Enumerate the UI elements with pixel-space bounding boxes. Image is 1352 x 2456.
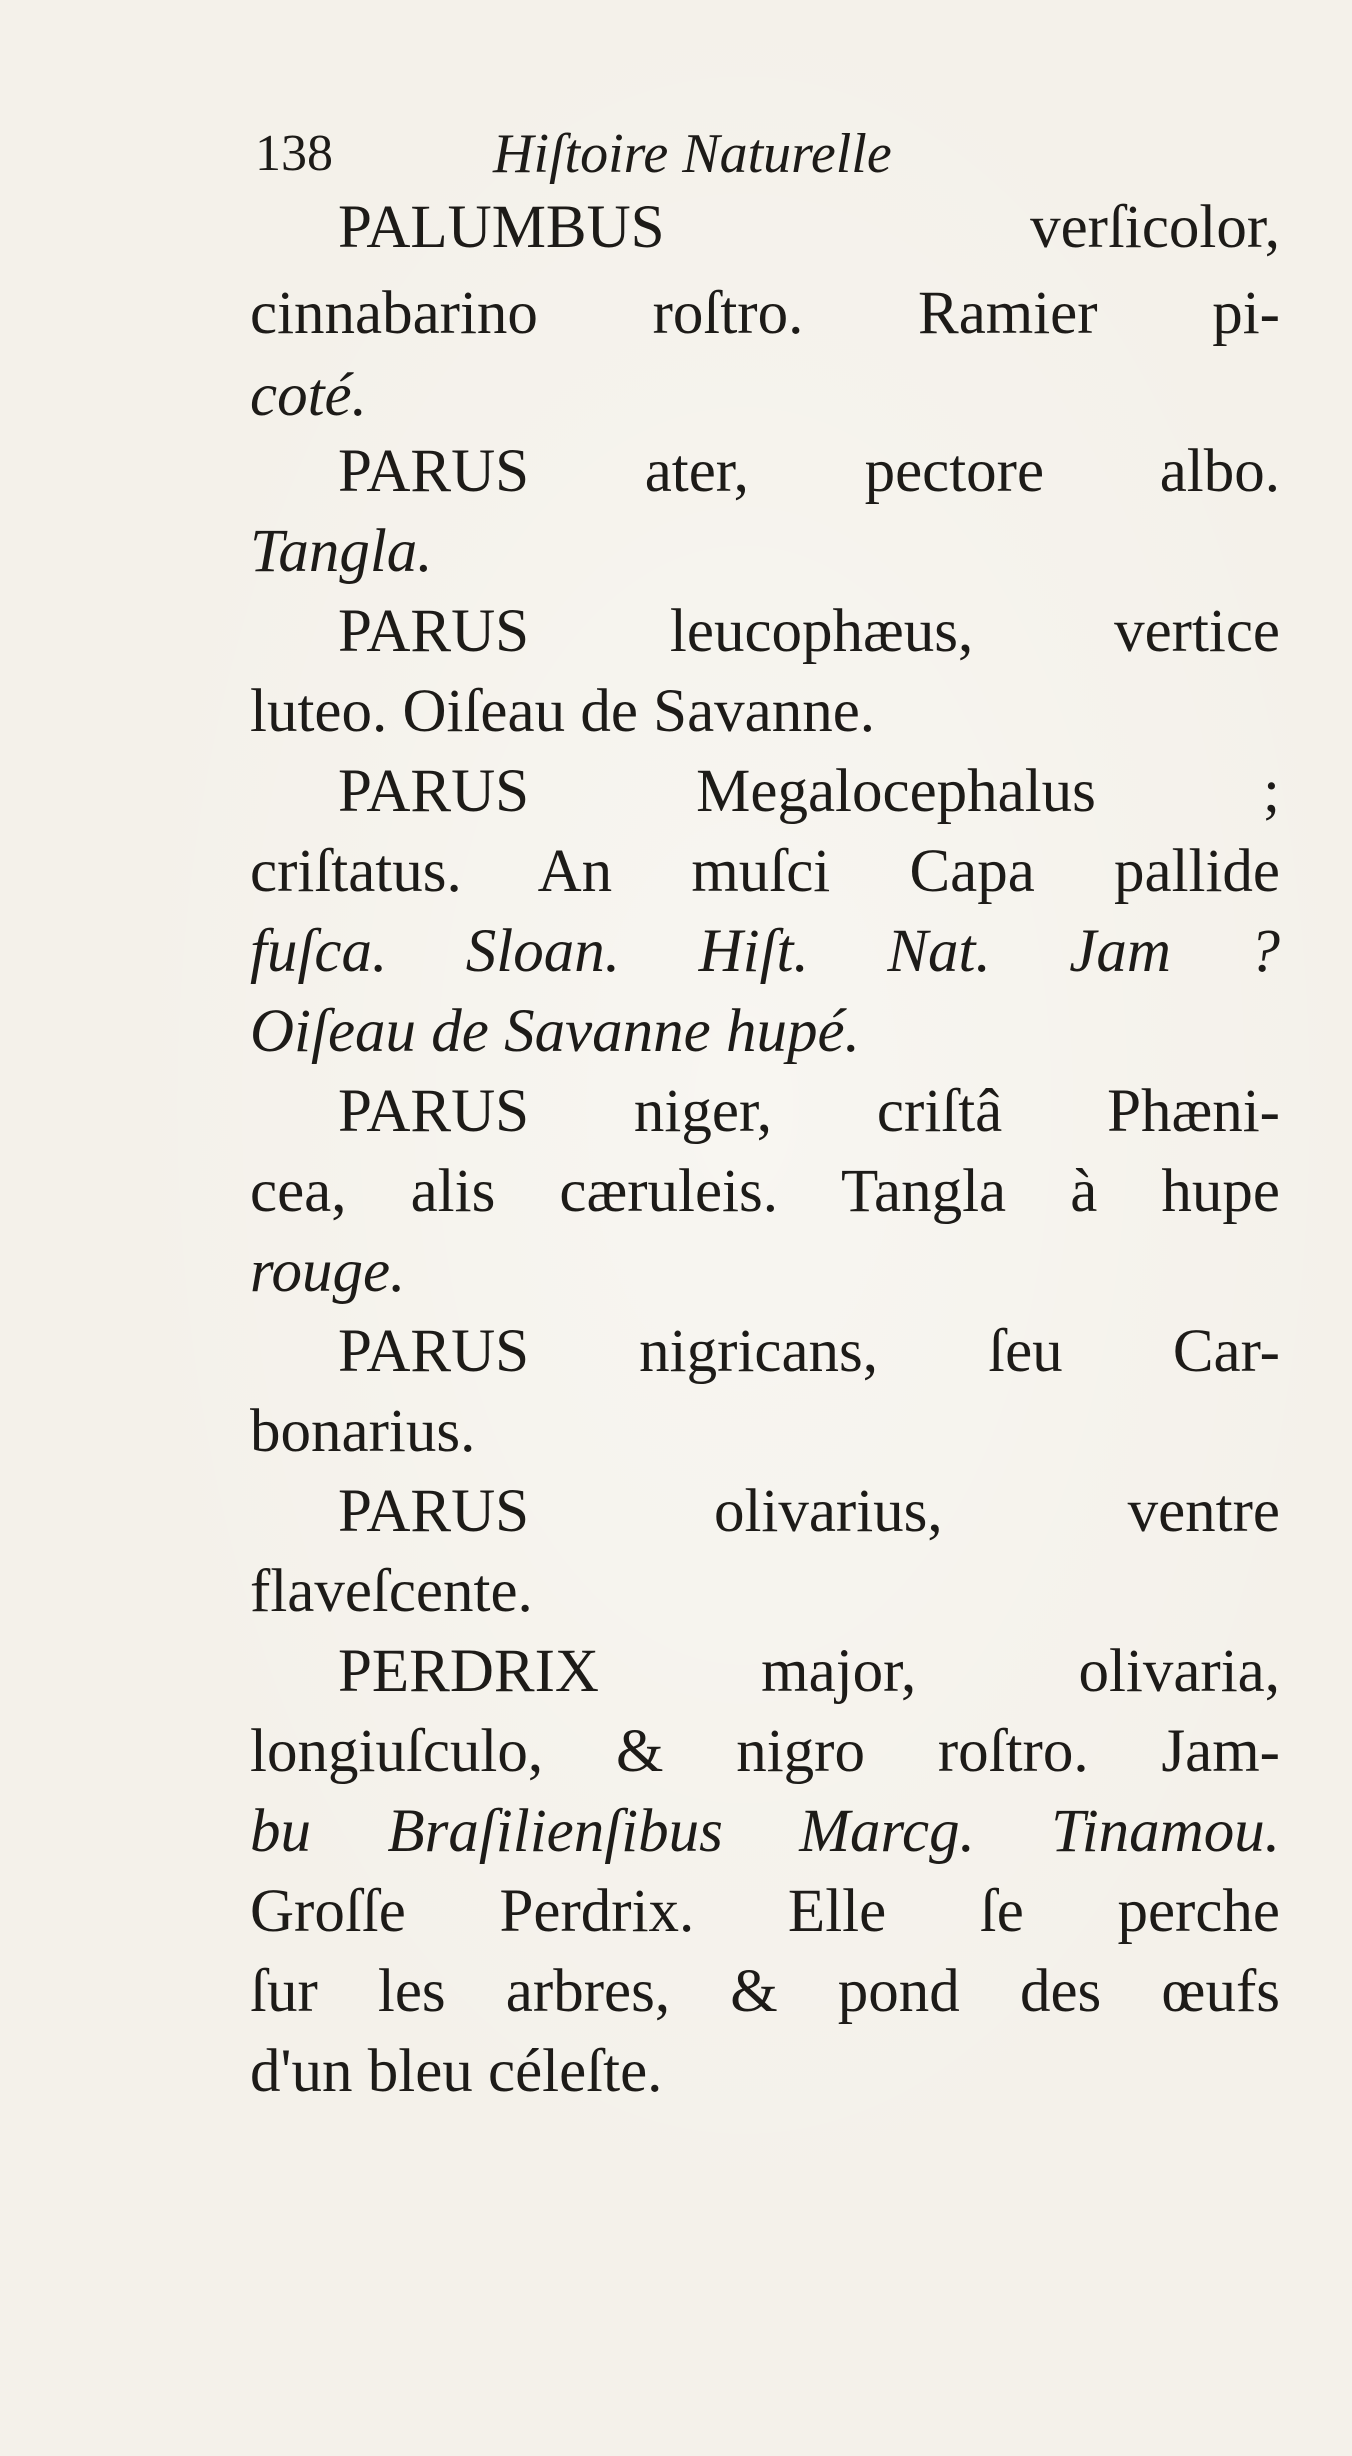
text-line: Tangla.	[250, 518, 433, 585]
text-line: PARUS olivarius, ventre	[338, 1478, 1280, 1545]
text-line: PARUS nigricans, ſeu Car-	[338, 1318, 1280, 1385]
text-line: rouge.	[250, 1238, 406, 1305]
text-line: Groſſe Perdrix. Elle ſe perche	[250, 1878, 1280, 1945]
text-line: criſtatus. An muſci Capa pallide	[250, 838, 1280, 905]
text-line: PARUS niger, criſtâ Phæni-	[338, 1078, 1280, 1145]
text-line: PARUS ater, pectore albo.	[338, 438, 1280, 505]
text-line: cea, alis cæruleis. Tangla à hupe	[250, 1158, 1280, 1225]
text-line: cinnabarino roſtro. Ramier pi-	[250, 280, 1280, 347]
page-number: 138	[255, 125, 333, 182]
text-line: longiuſculo, & nigro roſtro. Jam-	[250, 1718, 1280, 1785]
text-line: PARUS leucophæus, vertice	[338, 598, 1280, 665]
page-header	[255, 122, 1155, 192]
text-line: flaveſcente.	[250, 1558, 533, 1625]
text-line: bonarius.	[250, 1398, 476, 1465]
text-line: PALUMBUS verſicolor,	[338, 194, 1280, 261]
text-line: Oiſeau de Savanne hupé.	[250, 998, 860, 1065]
text-line: coté.	[250, 362, 367, 429]
text-line: d'un bleu céleſte.	[250, 2038, 663, 2105]
text-line: bu Braſilienſibus Marcg. Tinamou.	[250, 1798, 1280, 1865]
text-line: luteo. Oiſeau de Savanne.	[250, 678, 876, 745]
running-title: Hiſtoire Naturelle	[493, 123, 892, 185]
text-line: fuſca. Sloan. Hiſt. Nat. Jam ?	[250, 918, 1280, 985]
text-line: ſur les arbres, & pond des œufs	[250, 1958, 1280, 2025]
text-line: PARUS Megalocephalus ;	[338, 758, 1280, 825]
text-line: PERDRIX major, olivaria,	[338, 1638, 1280, 1705]
